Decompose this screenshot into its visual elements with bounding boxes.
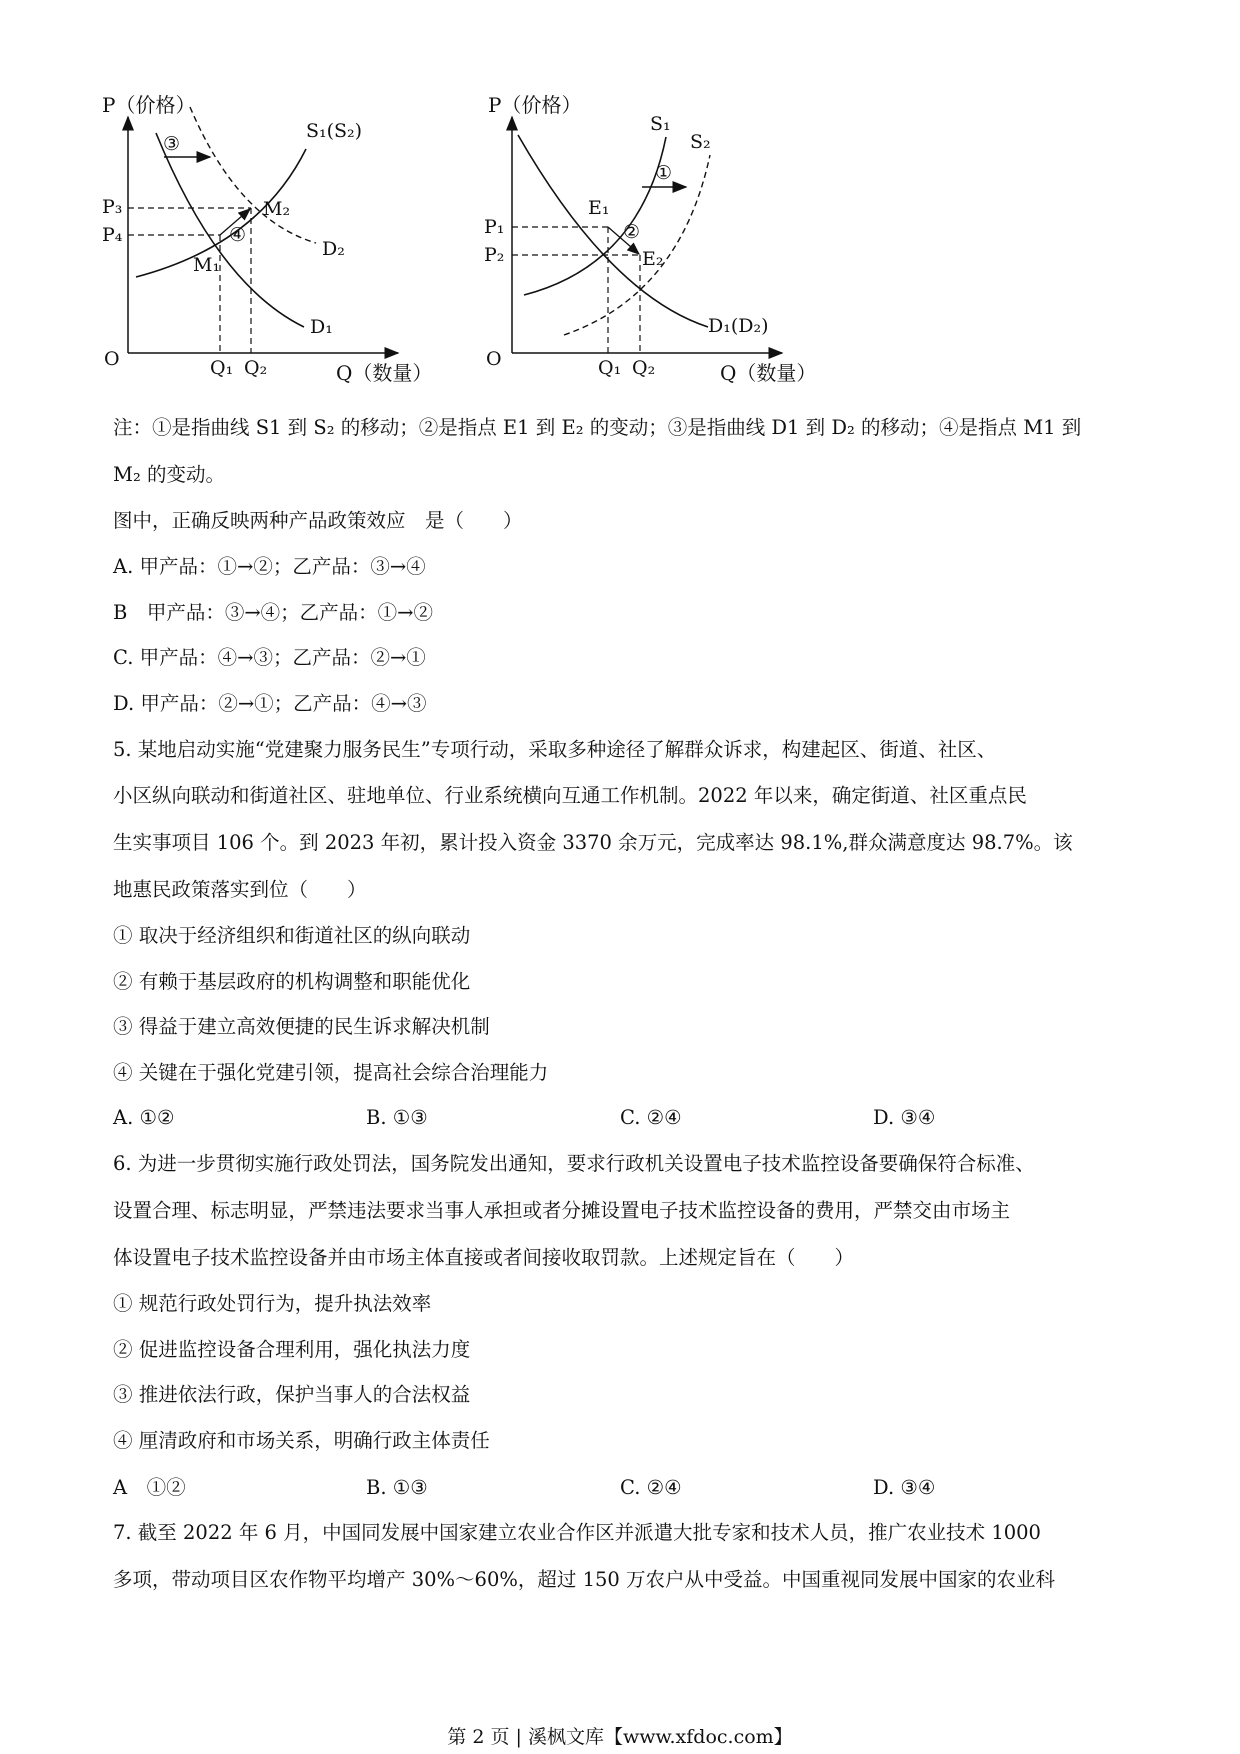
supply-demand-graph-2 — [484, 93, 820, 389]
price-p1-label: P₁ — [484, 216, 505, 238]
price-p2-label: P₂ — [484, 244, 505, 266]
q6-choice-a[interactable]: A ①② — [113, 1476, 186, 1499]
q6-choice-b[interactable]: B. ①③ — [366, 1476, 428, 1499]
supply2-label: S₂ — [690, 131, 711, 153]
demand-label: D₁(D₂) — [708, 315, 769, 337]
q6-line-1: 6. 为进一步贯彻实施行政处罚法，国务院发出通知，要求行政机关设置电子技术监控设备要确保符合标准、 — [113, 1152, 1035, 1175]
move-marker: ② — [623, 221, 641, 243]
q4-option-b[interactable]: B 甲产品：③→④；乙产品：①→② — [113, 601, 434, 624]
q4-option-a[interactable]: A. 甲产品：①→②；乙产品：③→④ — [113, 555, 426, 578]
point-e1-label: E₁ — [588, 197, 610, 219]
q6-statement-4: ④ 厘清政府和市场关系，明确行政主体责任 — [113, 1429, 490, 1452]
qty-q1-label: Q₁ — [210, 357, 234, 379]
q5-choice-a[interactable]: A. ①② — [113, 1106, 175, 1129]
q4-option-d[interactable]: D. 甲产品：②→①；乙产品：④→③ — [113, 692, 427, 715]
origin-label: O — [104, 348, 120, 370]
q5-line-1: 5. 某地启动实施“党建聚力服务民生”专项行动，采取多种途径了解群众诉求，构建起区、街道、社区、 — [113, 738, 997, 761]
q5-statement-2: ② 有赖于基层政府的机构调整和职能优化 — [113, 970, 471, 993]
supply-demand-graph-1 — [102, 93, 438, 389]
origin-label: O — [486, 348, 502, 370]
q5-line-2: 小区纵向联动和街道社区、驻地单位、行业系统横向互通工作机制。2022 年以来，确定街道、社区重点民 — [113, 784, 1027, 807]
supply-curve-s2 — [564, 155, 710, 335]
q6-statement-1: ① 规范行政处罚行为，提升执法效率 — [113, 1292, 432, 1315]
q6-statement-2: ② 促进监控设备合理利用，强化执法力度 — [113, 1338, 471, 1361]
qty-q2-label: Q₂ — [244, 357, 268, 379]
move-marker: ④ — [229, 224, 247, 246]
q6-line-3: 体设置电子技术监控设备并由市场主体直接或者间接收取罚款。上述规定旨在（ ） — [113, 1246, 855, 1269]
q4-option-c[interactable]: C. 甲产品：④→③；乙产品：②→① — [113, 646, 426, 669]
page-footer: 第 2 页 | 溪枫文库【www.xfdoc.com】 — [447, 1726, 793, 1748]
note-line-2: M₂ 的变动。 — [113, 463, 225, 486]
q4-stem: 图中，正确反映两种产品政策效应 是（ ） — [113, 509, 523, 532]
shift-marker: ① — [655, 162, 673, 184]
q6-statement-3: ③ 推进依法行政，保护当事人的合法权益 — [113, 1383, 471, 1406]
q5-choice-b[interactable]: B. ①③ — [366, 1106, 428, 1129]
point-m1-label: M₁ — [193, 254, 221, 276]
q5-statement-3: ③ 得益于建立高效便捷的民生诉求解决机制 — [113, 1015, 490, 1038]
demand-curve-d2 — [190, 107, 316, 243]
qty-q1-label: Q₁ — [598, 357, 622, 379]
q7-line-2: 多项，带动项目区农作物平均增产 30%～60%，超过 150 万农户从中受益。中国重视同发展中国家的农业科 — [113, 1568, 1055, 1591]
q7-line-1: 7. 截至 2022 年 6 月，中国同发展中国家建立农业合作区并派遣大批专家和技术人员，推广农业技术 1000 — [113, 1521, 1041, 1544]
q6-line-2: 设置合理、标志明显，严禁违法要求当事人承担或者分摊设置电子技术监控设备的费用，严禁交由市场主 — [113, 1199, 1011, 1222]
shift-marker: ③ — [163, 133, 181, 155]
q5-choice-d[interactable]: D. ③④ — [873, 1106, 936, 1129]
demand2-label: D₂ — [322, 238, 345, 260]
q5-statement-1: ① 取决于经济组织和街道社区的纵向联动 — [113, 924, 471, 947]
y-axis-label: P（价格） — [102, 93, 196, 117]
supply1-label: S₁ — [650, 113, 671, 135]
q6-choice-c[interactable]: C. ②④ — [620, 1476, 682, 1499]
supply-label: S₁(S₂) — [306, 120, 363, 142]
q5-choice-c[interactable]: C. ②④ — [620, 1106, 682, 1129]
price-p3-label: P₃ — [102, 196, 123, 218]
note-line-1: 注：①是指曲线 S1 到 S₂ 的移动；②是指点 E1 到 E₂ 的变动；③是指曲线 D1 到 D₂ 的移动；④是指点 M1 到 — [113, 416, 1082, 439]
y-axis-label: P（价格） — [488, 93, 582, 117]
x-axis-label: Q（数量） — [720, 361, 817, 385]
price-p4-label: P₄ — [102, 224, 123, 246]
q5-line-4: 地惠民政策落实到位（ ） — [113, 878, 367, 901]
q5-line-3: 生实事项目 106 个。到 2023 年初，累计投入资金 3370 余万元，完成率达 98.1%,群众满意度达 98.7%。该 — [113, 831, 1073, 854]
x-axis-label: Q（数量） — [336, 361, 433, 385]
demand1-label: D₁ — [310, 316, 333, 338]
q6-choice-d[interactable]: D. ③④ — [873, 1476, 936, 1499]
point-m2-label: M₂ — [263, 198, 291, 220]
point-e2-label: E₂ — [642, 248, 664, 270]
q5-statement-4: ④ 关键在于强化党建引领，提高社会综合治理能力 — [113, 1061, 549, 1084]
qty-q2-label: Q₂ — [632, 357, 656, 379]
